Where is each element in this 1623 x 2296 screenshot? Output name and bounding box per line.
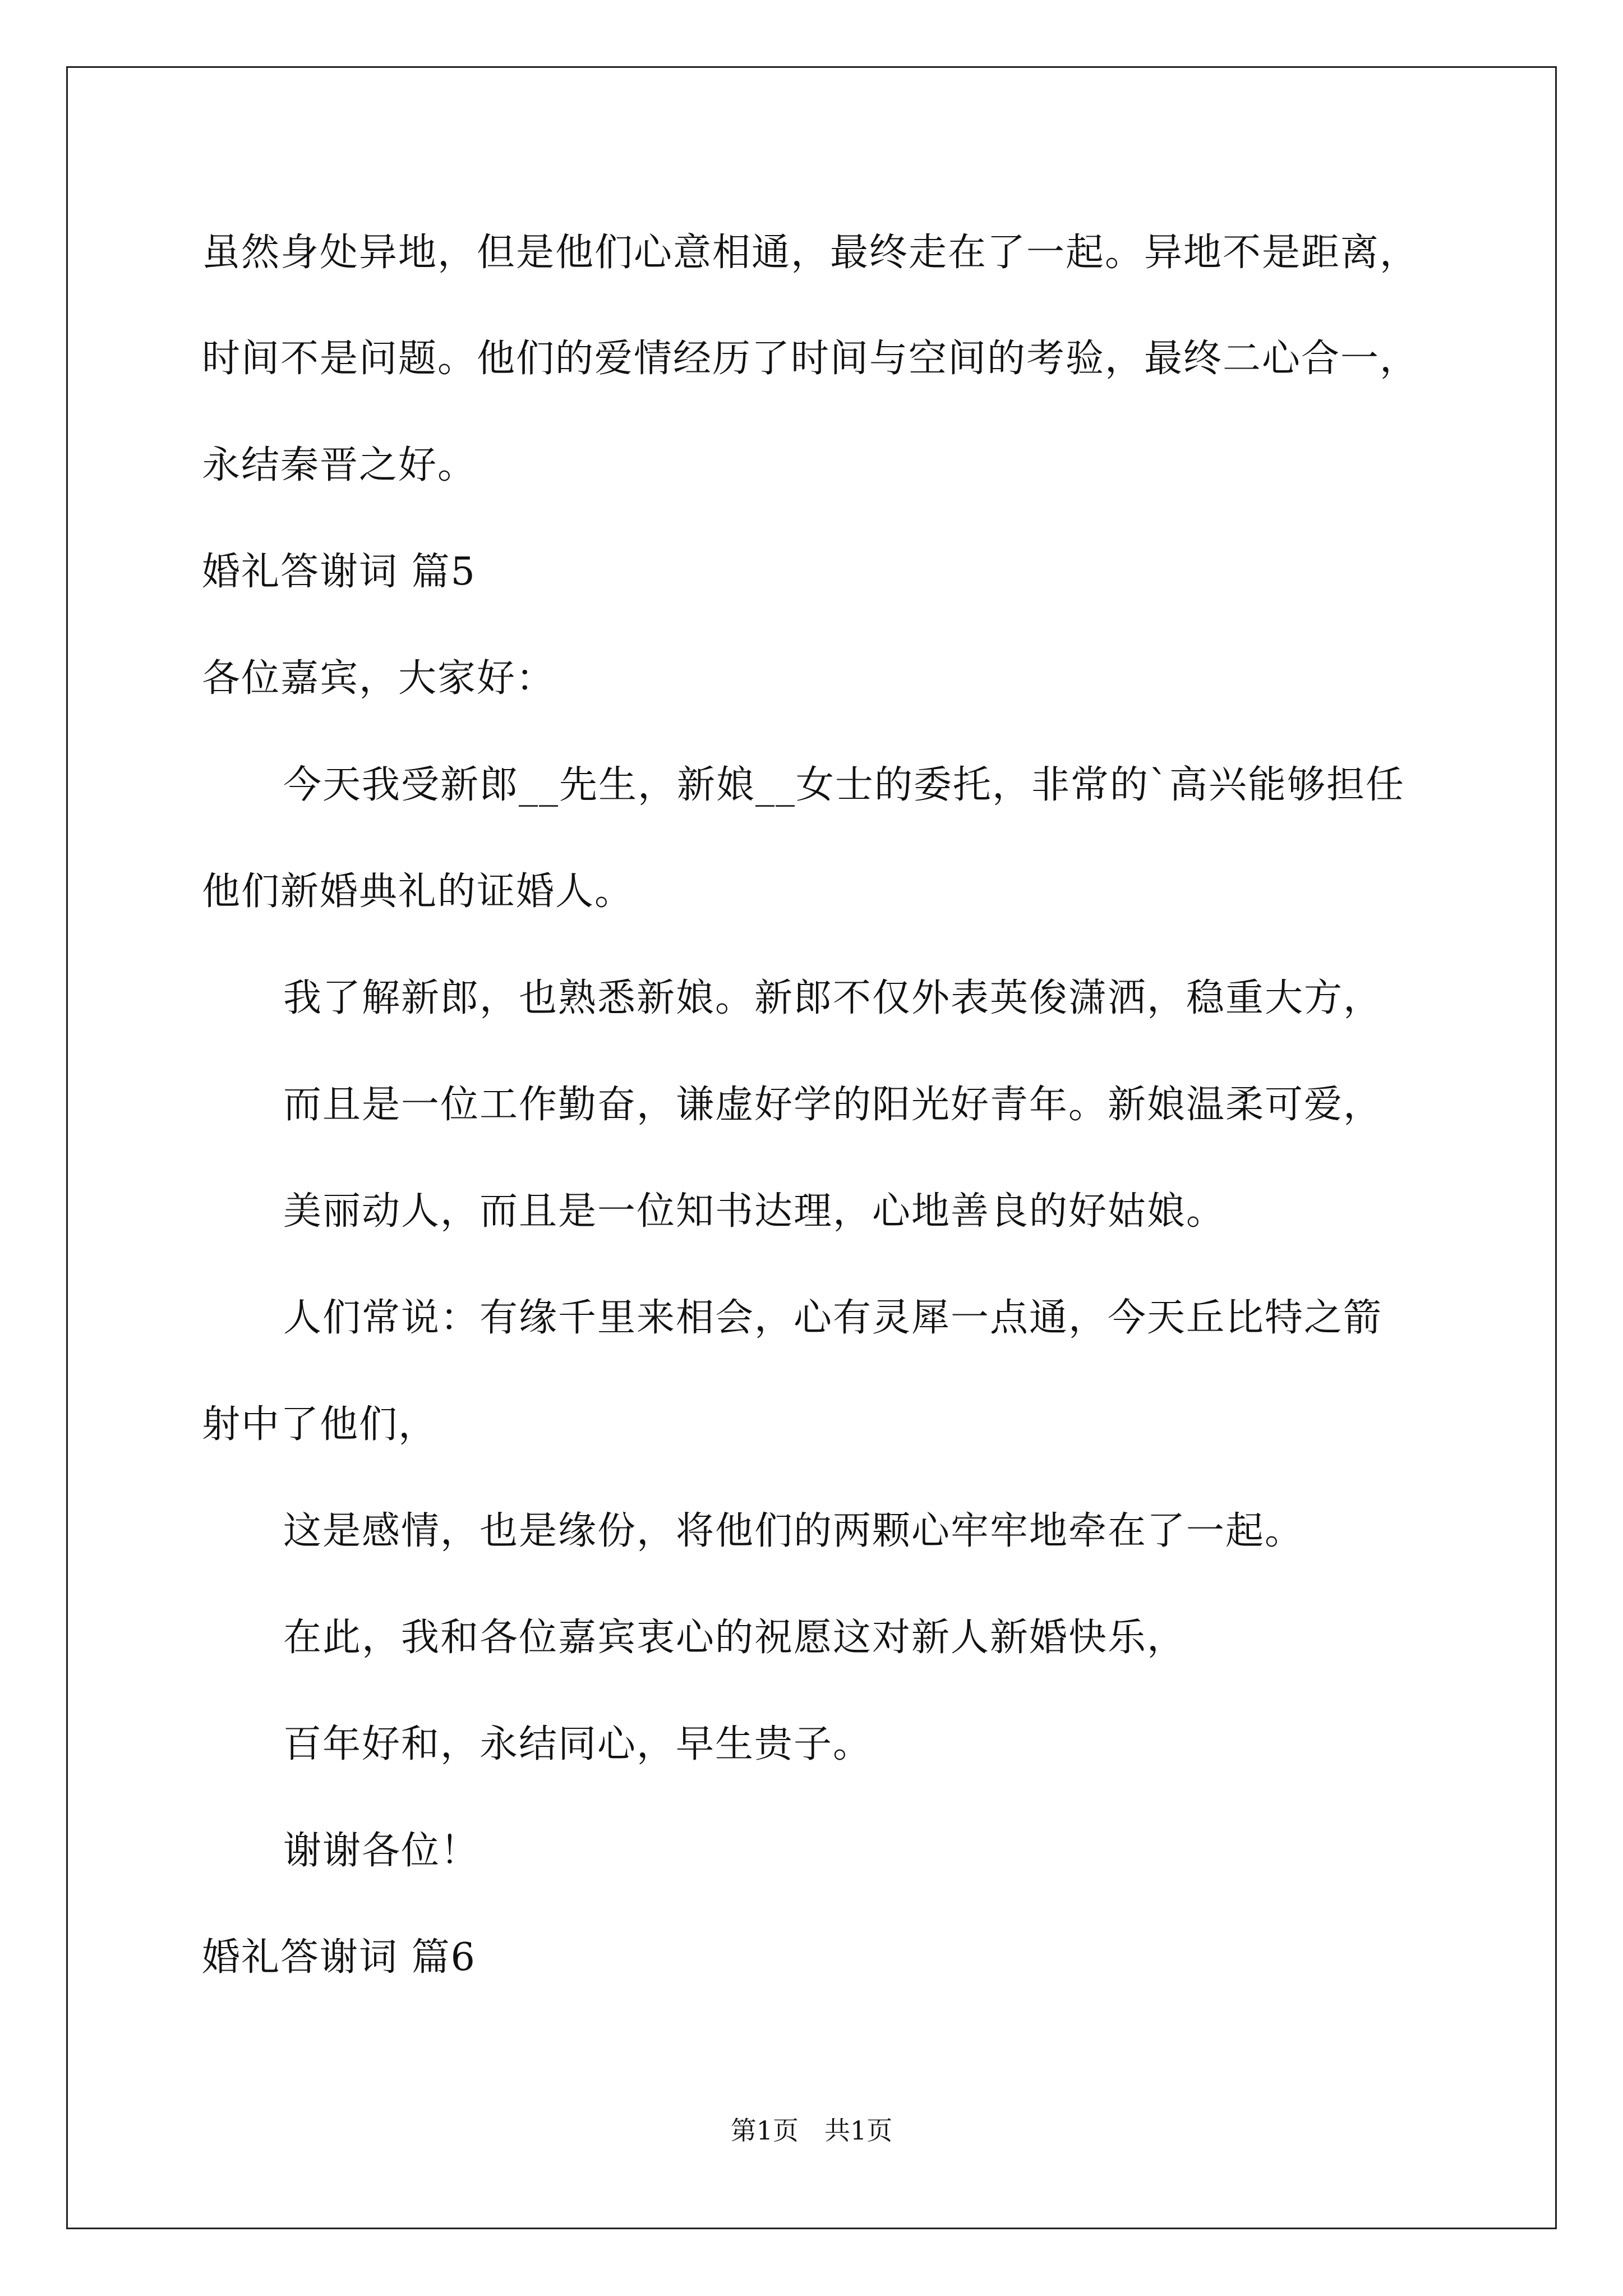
- section-heading-6: 婚礼答谢词 篇6: [202, 1935, 476, 1980]
- body-line-3: 永结秦晋之好。: [202, 443, 477, 487]
- section-heading-5: 婚礼答谢词 篇5: [202, 550, 476, 594]
- body-line-9: 而且是一位工作勤奋，谦虚好学的阳光好青年。新娘温柔可爱，: [283, 1083, 1383, 1127]
- body-line-10: 美丽动人，而且是一位知书达理，心地善良的好姑娘。: [283, 1189, 1226, 1234]
- greeting-line: 各位嘉宾，大家好：: [202, 656, 556, 701]
- page-footer: 第1页 共1页: [730, 2115, 893, 2146]
- body-line-7: 他们新婚典礼的证婚人。: [202, 869, 634, 914]
- body-line-2: 时间不是问题。他们的爱情经历了时间与空间的考验，最终二心合一，: [202, 337, 1419, 381]
- body-line-13: 这是感情，也是缘份，将他们的两颗心牢牢地牵在了一起。: [283, 1509, 1304, 1553]
- body-line-1: 虽然身处异地，但是他们心意相通，最终走在了一起。异地不是距离，: [202, 231, 1419, 275]
- body-line-12: 射中了他们，: [202, 1402, 438, 1447]
- body-line-15: 百年好和，永结同心，早生贵子。: [283, 1722, 873, 1766]
- page-border: [66, 66, 1557, 2229]
- body-line-14: 在此，我和各位嘉宾衷心的祝愿这对新人新婚快乐，: [283, 1616, 1187, 1660]
- closing-thanks: 谢谢各位！: [283, 1829, 480, 1873]
- body-line-6: 今天我受新郎__先生，新娘__女士的委托，非常的`高兴能够担任: [283, 763, 1405, 807]
- body-line-8: 我了解新郎，也熟悉新娘。新郎不仅外表英俊潇洒，稳重大方，: [283, 976, 1383, 1020]
- body-line-11: 人们常说：有缘千里来相会，心有灵犀一点通，今天丘比特之箭: [283, 1296, 1383, 1340]
